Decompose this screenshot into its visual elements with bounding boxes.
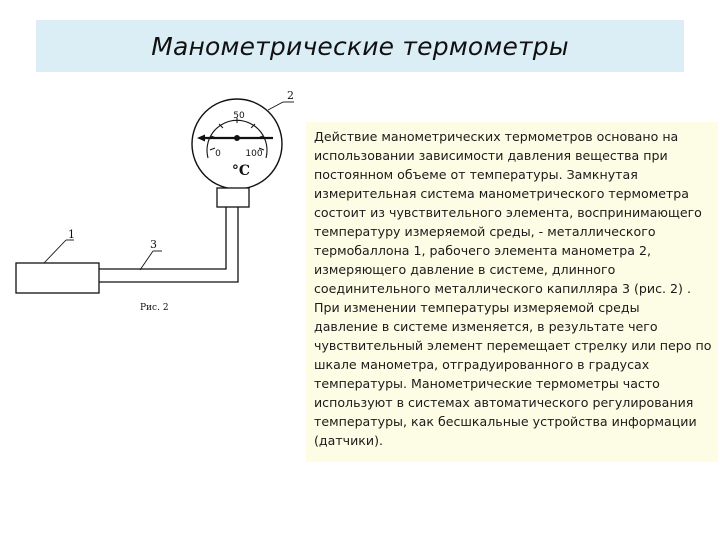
callout-label-1: 1 (68, 228, 75, 241)
callout-label-2: 2 (287, 89, 294, 102)
page-title: Манометрические термометры (151, 31, 569, 61)
text-line: термобаллона 1, рабочего элемента манометра 2, (314, 243, 651, 258)
text-line: температуры. Манометрические термометры часто (314, 376, 660, 391)
capillary-tube-outer (99, 207, 226, 269)
text-line: используют в системах автоматического регулирования (314, 395, 694, 410)
thermometer-figure (0, 88, 310, 338)
text-line: использовании зависимости давления вещества при (314, 148, 668, 163)
gauge-needle-pivot (234, 135, 240, 141)
text-line: температуры, как бесшкальные устройства информации (314, 414, 697, 429)
text-line: При изменении температуры измеряемой среды (314, 300, 640, 315)
text-line: постоянном объеме от температуры. Замкнутая (314, 167, 638, 182)
dial-tick-label-left: 0 (215, 149, 221, 159)
thermometer-diagram (0, 88, 310, 338)
callout-leader-1 (44, 240, 66, 263)
callout-leader-2 (268, 102, 283, 110)
callout-leader-3 (140, 251, 153, 270)
title-banner (36, 20, 684, 72)
description-text (314, 127, 714, 450)
thermobulb (16, 263, 99, 293)
gauge-socket (217, 188, 249, 207)
text-line: (датчики). (314, 433, 384, 448)
figure-caption: Рис. 2 (140, 303, 169, 313)
dial-tick-label-right: 100 (245, 149, 263, 159)
text-line: температуру измеряемой среды, - металлического (314, 224, 656, 239)
dial-tick-label-top: 50 (233, 111, 245, 121)
description-panel (306, 122, 718, 462)
text-line: соединительного металлического капилляра 3 (рис. 2) . (314, 281, 691, 296)
text-line: давление в системе изменяется, в результате чего (314, 319, 658, 334)
text-line: Действие манометрических термометров основано на (314, 129, 679, 144)
text-line: шкале манометра, отградуированного в градусах (314, 357, 650, 372)
text-line: чувствительный элемент перемещает стрелку или перо по (314, 338, 712, 353)
capillary-tube-inner (99, 207, 238, 282)
text-line: измеряющего давление в системе, длинного (314, 262, 616, 277)
dial-unit-label: °C (231, 163, 251, 179)
text-line: измерительная система манометрического термометра (314, 186, 689, 201)
callout-label-3: 3 (150, 238, 157, 251)
text-line: состоит из чувствительного элемента, воспринимающего (314, 205, 702, 220)
